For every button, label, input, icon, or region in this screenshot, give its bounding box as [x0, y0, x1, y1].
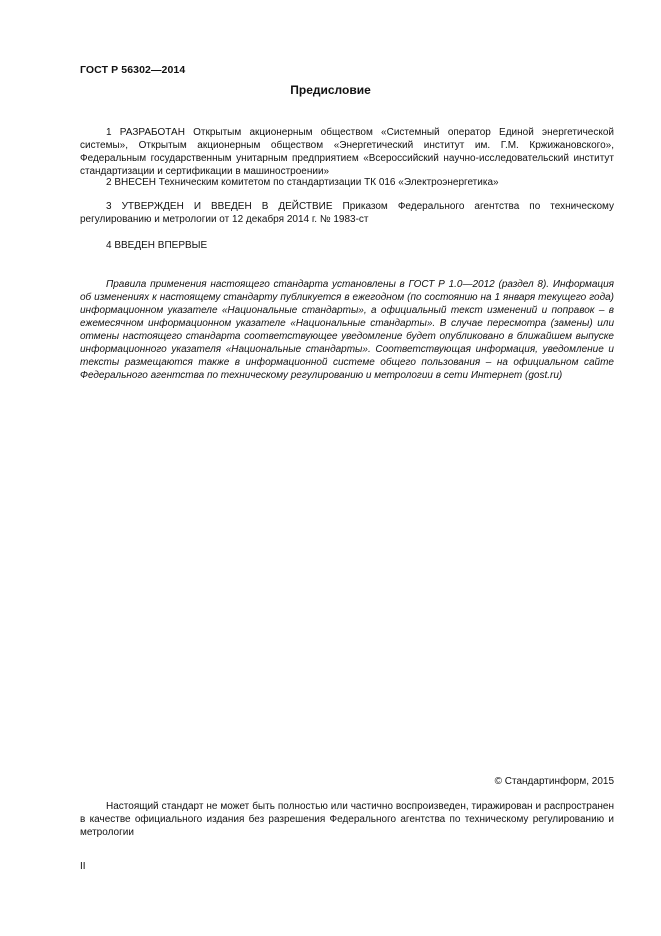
section-developed: 1 РАЗРАБОТАН Открытым акционерным обществом «Системный оператор Единой энергетической системы», Открытым акционерным обществом «Энергетический институт им. Г.М. Кржижановского», Федеральным государственным унитарным предприятием «Всероссийский научно-исследовательский институт стандартизации и сертификации в машиностроении» [80, 127, 614, 177]
page-title: Предисловие [290, 83, 371, 97]
copyright-notice: © Стандартинформ, 2015 [494, 776, 614, 787]
section-first-introduced: 4 ВВЕДЕН ВПЕРВЫЕ [106, 240, 208, 251]
section-submitted: 2 ВНЕСЕН Техническим комитетом по стандартизации ТК 016 «Электроэнергетика» [106, 177, 499, 188]
legal-notice: Настоящий стандарт не может быть полностью или частично воспроизведен, тиражирован и распространен в качестве официального издания без разрешения Федерального агентства по техническому регулированию и метрологии [80, 801, 614, 838]
page-number: II [80, 861, 86, 872]
section-approved: 3 УТВЕРЖДЕН И ВВЕДЕН В ДЕЙСТВИЕ Приказом Федерального агентства по техническому регулированию и метрологии от 12 декабря 2014 г. № 1983-ст [80, 201, 614, 225]
application-rules-note: Правила применения настоящего стандарта установлены в ГОСТ Р 1.0—2012 (раздел 8). Информация об изменениях к настоящему стандарту публикуется в ежегодном (по состоянию на 1 января текущего года) информационном указателе «Национальные стандарты», а официальный текст изменений и поправок – в ежемесячном информационном указателе «Национальные стандарты». В случае пересмотра (замены) или отмены настоящего стандарта соответствующее уведомление будет опубликовано в ближайшем выпуске информационного указателя «Национальные стандарты». Соответствующая информация, уведомление и тексты размещаются также в информационной системе общего пользования – на официальном сайте Федерального агентства по техническому регулированию и метрологии в сети Интернет (gost.ru) [80, 279, 614, 381]
document-code: ГОСТ Р 56302—2014 [80, 64, 186, 76]
